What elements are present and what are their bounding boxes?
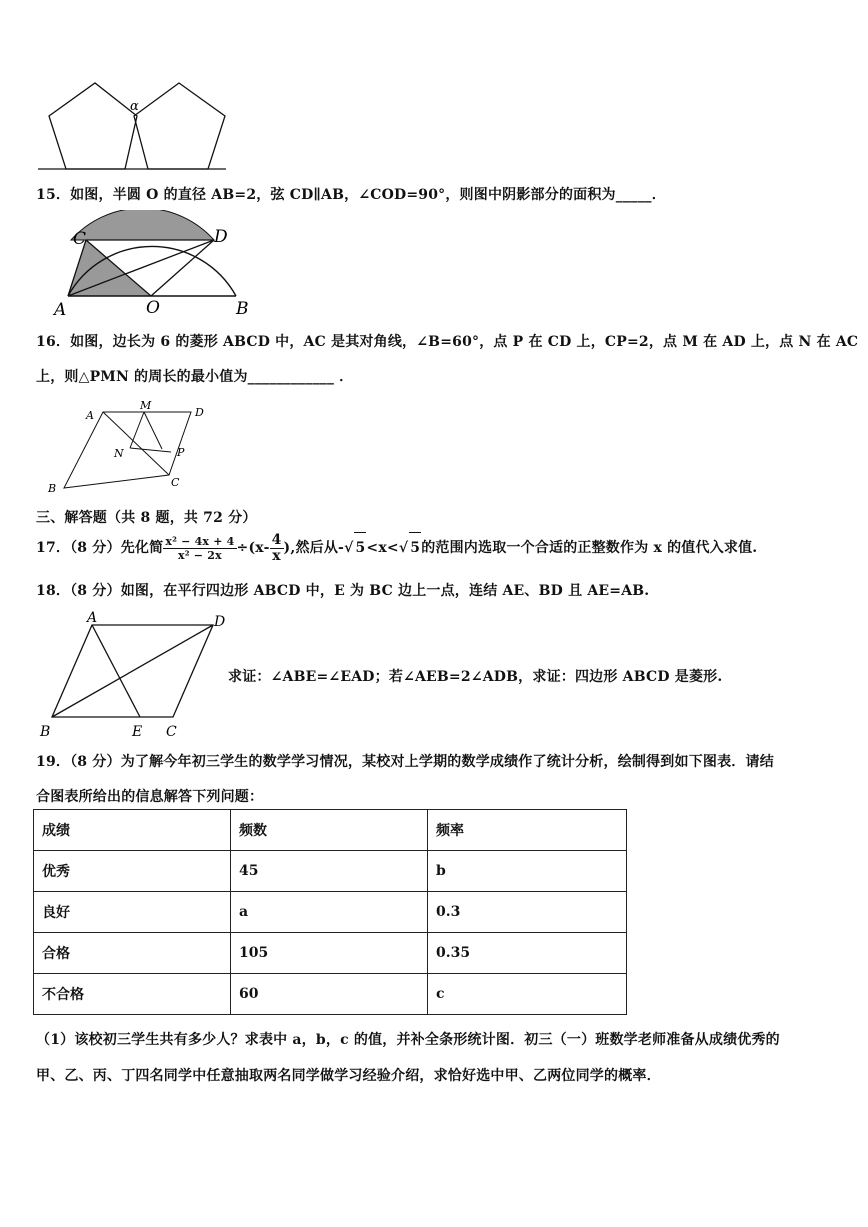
table-header: 成绩 — [34, 810, 231, 851]
question-15: 15．如图，半圆 O 的直径 AB=2，弦 CD∥AB，∠COD=90°，则图中阴影部分的面积为_____． — [36, 187, 666, 203]
section-3-heading: 三、解答题（共 8 题，共 72 分） — [36, 510, 257, 526]
table-cell: 不合格 — [34, 974, 231, 1015]
fig18-c-label: C — [166, 724, 177, 740]
fig18-a-label: A — [87, 610, 98, 626]
question-16-line1: 16．如图，边长为 6 的菱形 ABCD 中，AC 是其对角线，∠B=60°，点 P 在 CD 上，CP=2，点 M 在 AD 上，点 N 在 AC — [36, 334, 859, 350]
table-row — [34, 892, 627, 933]
fig16-m-label: M — [140, 399, 152, 412]
q17-fraction-2 — [270, 533, 284, 564]
question-19-sub1-line1: （1）该校初三学生共有多少人？求表中 a，b，c 的值，并补全条形统计图．初三（一）班数学老师准备从成绩优秀的 — [36, 1032, 780, 1048]
q17-sqrt-1: 5 — [354, 532, 366, 563]
q17-fraction-1 — [163, 535, 236, 562]
question-19-line2: 合图表所给出的信息解答下列问题： — [36, 789, 264, 805]
fig16-b-label: B — [48, 482, 57, 495]
fig18-d-label: D — [214, 614, 226, 630]
table-cell: 45 — [231, 851, 428, 892]
fig18-b-label: B — [40, 724, 51, 740]
q17-frac1-numerator: x² − 4x + 4 — [165, 534, 235, 548]
table-cell: 良好 — [34, 892, 231, 933]
table-header-row — [34, 810, 627, 851]
table-header: 频数 — [231, 810, 428, 851]
parallelogram-figure — [36, 608, 236, 742]
table-cell: 105 — [231, 933, 428, 974]
fig16-n-label: N — [114, 447, 124, 460]
table-cell: 0.3 — [428, 892, 627, 933]
question-18-proof: 求证：∠ABE=∠EAD；若∠AEB=2∠ADB，求证：四边形 ABCD 是菱形. — [228, 669, 723, 685]
table-row — [34, 851, 627, 892]
table-cell: 优秀 — [34, 851, 231, 892]
table-header: 频率 — [428, 810, 627, 851]
q17-frac2-denominator: x — [272, 547, 281, 564]
table-cell: 0.35 — [428, 933, 627, 974]
table-cell: b — [428, 851, 627, 892]
point-d-label: D — [214, 227, 228, 247]
rhombus-figure — [42, 398, 220, 498]
question-18: 18．（8 分）如图，在平行四边形 ABCD 中，E 为 BC 边上一点，连结 AE、BD 且 AE=AB. — [36, 583, 650, 599]
table-cell: 合格 — [34, 933, 231, 974]
question-17 — [36, 532, 757, 564]
fig16-p-label: P — [177, 446, 185, 459]
sqrt-sign-2: √ — [398, 540, 409, 556]
grade-table — [33, 809, 627, 1015]
table-cell: a — [231, 892, 428, 933]
semicircle-figure — [48, 210, 256, 318]
point-b-label: B — [236, 299, 249, 318]
table-row — [34, 933, 627, 974]
fig16-a-label: A — [86, 409, 94, 422]
question-16-line2: 上，则△PMN 的周长的最小值为____________ ． — [36, 369, 354, 385]
point-c-label: C — [73, 229, 87, 249]
q17-sqrt-2: 5 — [409, 532, 421, 563]
q17-frac2-numerator: 4 — [271, 531, 282, 548]
table-cell: 60 — [231, 974, 428, 1015]
fig16-d-label: D — [195, 406, 204, 419]
q17-mid: ),然后从- — [283, 540, 345, 556]
sqrt-sign-1: √ — [344, 540, 354, 556]
table-row — [34, 974, 627, 1015]
question-19-sub1-line2: 甲、乙、丙、丁四名同学中任意抽取两名同学做学习经验介绍，求恰好选中甲、乙两位同学的概率． — [36, 1068, 661, 1084]
q17-frac1-denominator: x² − 2x — [177, 548, 222, 562]
q17-suffix: 的范围内选取一个合适的正整数作为 x 的值代入求值. — [421, 540, 758, 556]
alpha-label: α — [130, 99, 139, 114]
table-cell: c — [428, 974, 627, 1015]
fig18-e-label: E — [132, 724, 143, 740]
fig16-c-label: C — [171, 476, 180, 489]
q17-div: ÷(x- — [236, 540, 270, 556]
point-o-label: O — [146, 298, 160, 318]
q17-prefix: 17．（8 分）先化简 — [36, 540, 164, 556]
q17-lt: <x< — [366, 540, 399, 556]
question-19-line1: 19．（8 分）为了解今年初三学生的数学学习情况，某校对上学期的数学成绩作了统计分析，绘制得到如下图表．请结 — [36, 754, 774, 770]
pentagons-figure — [38, 78, 228, 174]
point-a-label: A — [54, 300, 67, 318]
